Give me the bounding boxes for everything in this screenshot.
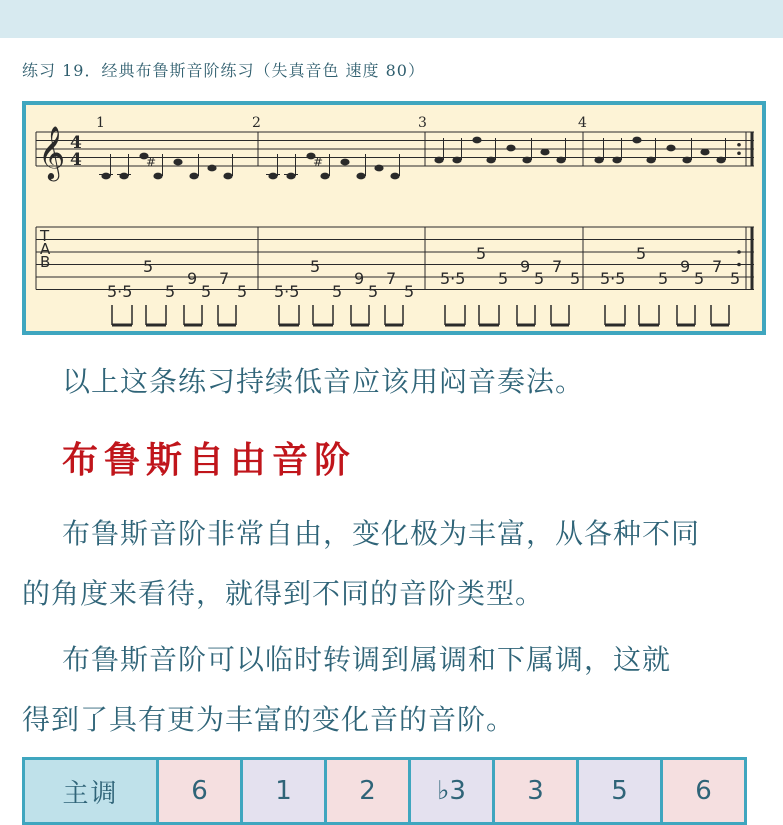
tab-fret-number: 9 xyxy=(187,269,198,288)
tab-clef-letter: B xyxy=(40,253,51,271)
section-heading: 布鲁斯自由音阶 xyxy=(62,440,357,481)
scale-cell: ♭3 xyxy=(410,759,494,824)
tab-fret-number: 5 xyxy=(332,282,343,301)
tab-fret-number: 9 xyxy=(354,269,365,288)
tab-fret-number: 7 xyxy=(386,269,397,288)
exercise-title: 练习 19．经典布鲁斯音阶练习（失真音色 速度 80） xyxy=(22,61,425,80)
tab-fret-number: 5 xyxy=(165,282,176,301)
note-head xyxy=(472,137,481,144)
tab-fret-number: 5 xyxy=(498,269,509,288)
repeat-dot xyxy=(737,143,741,147)
tab-fret-number: 5 xyxy=(658,269,669,288)
measure-number: 4 xyxy=(578,115,587,131)
measure-number: 1 xyxy=(96,115,105,131)
tab-fret-number: 5 xyxy=(534,269,545,288)
note-head xyxy=(452,157,461,164)
note-head xyxy=(268,173,277,180)
note-head xyxy=(632,137,641,144)
scale-cell: 6 xyxy=(662,759,746,824)
tab-fret-number: 5·5 xyxy=(440,269,466,288)
paragraph-2-line-2: 得到了具有更为丰富的变化音的音阶。 xyxy=(22,703,516,736)
paragraph-2-line-1: 布鲁斯音阶可以临时转调到属调和下属调，这就 xyxy=(62,643,672,676)
note-head xyxy=(612,157,621,164)
note-head xyxy=(374,165,383,172)
note-head xyxy=(189,173,198,180)
note-head xyxy=(646,157,655,164)
tab-fret-number: 5 xyxy=(694,269,705,288)
tab-repeat-dot xyxy=(737,263,741,267)
tab-fret-number: 5·5 xyxy=(274,282,300,301)
note-head xyxy=(700,149,709,156)
tab-clef-letter: T xyxy=(40,227,50,245)
note-head xyxy=(682,157,691,164)
note-head xyxy=(119,173,128,180)
note-head xyxy=(522,157,531,164)
note-head xyxy=(716,157,725,164)
top-banner xyxy=(0,0,783,38)
note-head xyxy=(556,157,565,164)
note-head xyxy=(153,173,162,180)
scale-cell: 2 xyxy=(326,759,410,824)
scale-header-cell: 主调 xyxy=(24,759,158,824)
scale-table xyxy=(22,757,747,825)
measure-number: 3 xyxy=(418,115,427,131)
note-head xyxy=(666,145,675,152)
tab-fret-number: 5 xyxy=(636,244,647,263)
tab-fret-number: 5 xyxy=(368,282,379,301)
time-signature-bottom: 4 xyxy=(70,150,82,170)
notation-frame xyxy=(22,101,766,335)
paragraph-mute-note: 以上这条练习持续低音应该用闷音奏法。 xyxy=(62,365,585,398)
sharp-sign: # xyxy=(146,155,157,169)
tab-fret-number: 5 xyxy=(201,282,212,301)
note-head xyxy=(173,159,182,166)
measure-number: 2 xyxy=(252,115,261,131)
note-head xyxy=(101,173,110,180)
note-head xyxy=(320,173,329,180)
sharp-sign: # xyxy=(313,155,324,169)
note-head xyxy=(286,173,295,180)
note-head xyxy=(356,173,365,180)
paragraph-1-line-2: 的角度来看待，就得到不同的音阶类型。 xyxy=(22,577,545,610)
scale-cell: 6 xyxy=(158,759,242,824)
repeat-dot xyxy=(737,151,741,155)
tab-fret-number: 5 xyxy=(143,257,154,276)
time-signature-top: 4 xyxy=(70,133,82,153)
staff-and-tab-notation xyxy=(26,105,762,331)
tab-clef-letter: A xyxy=(40,240,51,258)
tab-fret-number: 5 xyxy=(404,282,415,301)
note-head xyxy=(486,157,495,164)
tab-fret-number: 7 xyxy=(219,269,230,288)
paragraph-1-line-1: 布鲁斯音阶非常自由，变化极为丰富，从各种不同 xyxy=(62,517,701,550)
note-head xyxy=(223,173,232,180)
scale-cell: 1 xyxy=(242,759,326,824)
tab-repeat-dot xyxy=(737,250,741,254)
tab-fret-number: 5 xyxy=(237,282,248,301)
note-head xyxy=(340,159,349,166)
scale-row xyxy=(24,759,746,824)
note-head xyxy=(540,149,549,156)
tab-fret-number: 5·5 xyxy=(107,282,133,301)
tab-fret-number: 7 xyxy=(552,257,563,276)
note-head xyxy=(390,173,399,180)
scale-cell: 3 xyxy=(494,759,578,824)
note-head xyxy=(594,157,603,164)
tab-fret-number: 7 xyxy=(712,257,723,276)
note-head xyxy=(207,165,216,172)
treble-clef-icon: 𝄞 xyxy=(38,125,66,179)
scale-cell: 5 xyxy=(578,759,662,824)
note-head xyxy=(506,145,515,152)
tab-fret-number: 5 xyxy=(570,269,581,288)
tab-fret-number: 9 xyxy=(680,257,691,276)
tab-fret-number: 5·5 xyxy=(600,269,626,288)
tab-fret-number: 5 xyxy=(476,244,487,263)
note-head xyxy=(434,157,443,164)
tab-fret-number: 5 xyxy=(310,257,321,276)
tab-fret-number: 9 xyxy=(520,257,531,276)
tab-fret-number: 5 xyxy=(730,269,741,288)
